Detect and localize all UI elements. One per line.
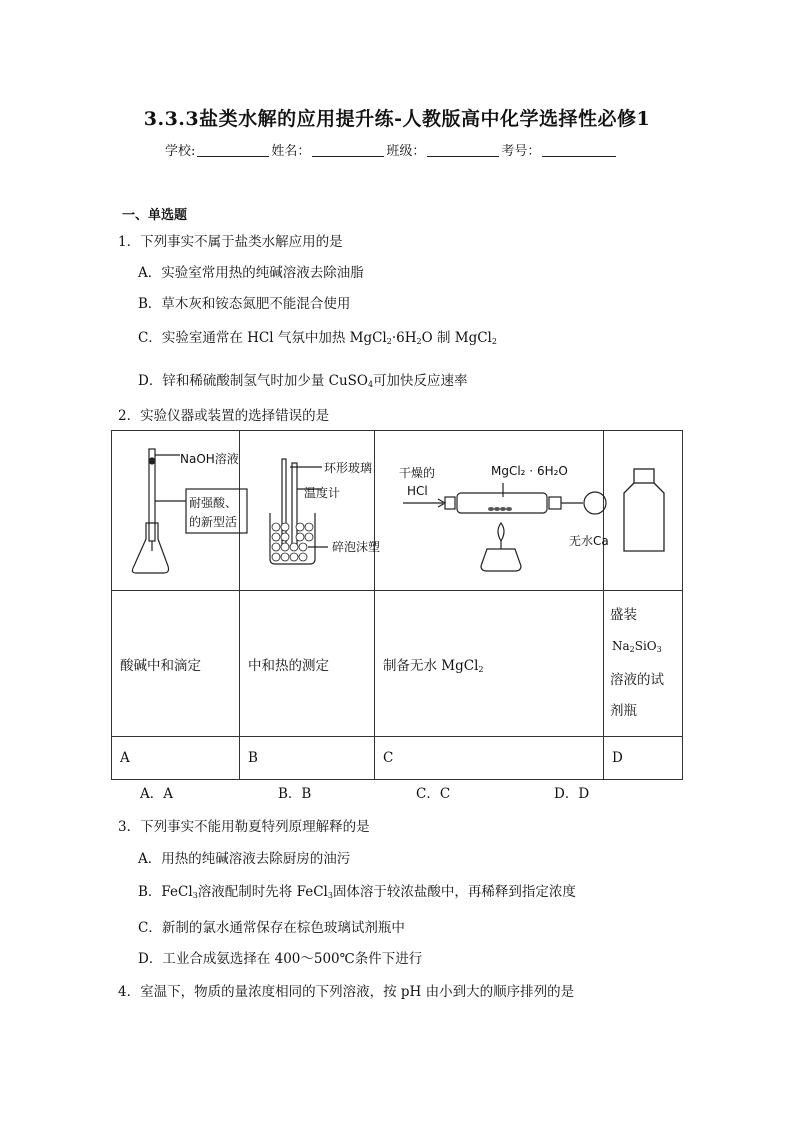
q1-option-d[interactable] xyxy=(138,369,468,389)
school-blank[interactable] xyxy=(197,143,269,157)
label-mgcl2-hydrate: MgCl₂ · 6H₂O xyxy=(491,464,568,478)
sub-3: 3 xyxy=(327,891,333,900)
sub-3: 3 xyxy=(192,891,198,900)
letter-a: A xyxy=(112,737,240,780)
sub-3: 3 xyxy=(656,645,662,654)
class-label: 班级： xyxy=(386,144,426,159)
desc-c-text: 制备无水 MgCl xyxy=(383,657,479,674)
mgcl2-heating-figure xyxy=(383,431,611,586)
letter-c: C xyxy=(375,737,604,780)
desc-d-na: Na xyxy=(612,639,630,653)
sub-2: 2 xyxy=(491,337,497,346)
name-blank[interactable] xyxy=(312,143,384,157)
q3-option-b-text2: 溶液配制时先将 FeCl xyxy=(197,884,328,900)
titration-apparatus-figure xyxy=(120,431,247,586)
desc-d-sio: SiO xyxy=(634,639,657,653)
label-thermometer: 温度计 xyxy=(304,486,341,500)
figure-b-cell xyxy=(240,431,381,591)
q1-option-b[interactable]: B．草木灰和铵态氮肥不能混合使用 xyxy=(138,296,351,312)
q1-option-c[interactable] xyxy=(138,326,497,346)
desc-c xyxy=(375,591,604,737)
q1-option-a[interactable]: A．实验室常用热的纯碱溶液去除油脂 xyxy=(138,265,364,281)
figure-d-cell xyxy=(604,431,683,591)
label-foam: 碎泡沫塑 xyxy=(332,540,381,554)
q3-option-d[interactable]: D．工业合成氨选择在 400～500℃条件下进行 xyxy=(138,951,423,967)
q3-option-b-text3: 固体溶于较浓盐酸中，再稀释到指定浓度 xyxy=(332,884,576,900)
q1-stem: 1．下列事实不属于盐类水解应用的是 xyxy=(118,234,343,250)
desc-d xyxy=(604,591,683,737)
q1-option-c-text3: O 制 MgCl xyxy=(421,330,492,346)
q1-option-c-text1: C．实验室通常在 HCl 气氛中加热 MgCl xyxy=(138,330,387,346)
q4-stem: 4．室温下，物质的量浓度相同的下列溶液，按 pH 由小到大的顺序排列的是 xyxy=(118,984,575,1000)
letter-b: B xyxy=(240,737,375,780)
label-new-valve: 的新型活 xyxy=(189,515,238,529)
desc-b: 中和热的测定 xyxy=(240,591,375,737)
class-blank[interactable] xyxy=(427,143,499,157)
reagent-bottle-figure xyxy=(612,431,690,586)
q1-option-d-text2: 可加快反应速率 xyxy=(373,373,468,389)
school-label: 学校: xyxy=(165,144,196,159)
q3-option-b[interactable] xyxy=(138,880,576,900)
calorimeter-figure xyxy=(248,431,382,586)
q2-choice-c[interactable]: C．C xyxy=(416,786,451,802)
q3-option-a[interactable]: A．用热的纯碱溶液去除厨房的油污 xyxy=(138,851,351,867)
desc-d-line1: 盛装 xyxy=(610,607,637,623)
sub-2: 2 xyxy=(629,645,635,654)
exam-no-blank[interactable] xyxy=(542,143,616,157)
q3-stem: 3．下列事实不能用勒夏特列原理解释的是 xyxy=(118,819,370,835)
desc-d-line4: 剂瓶 xyxy=(610,703,637,719)
sub-2: 2 xyxy=(386,337,392,346)
q3-option-b-text1: B．FeCl xyxy=(138,884,193,900)
q2-choices xyxy=(140,782,692,802)
desc-d-line3: 溶液的试 xyxy=(610,672,664,688)
label-acid-resistant: 耐强酸、 xyxy=(189,496,238,510)
page-title: 3.3.3盐类水解的应用提升练-人教版高中化学选择性必修1 xyxy=(143,108,651,130)
q2-choice-d[interactable]: D．D xyxy=(554,786,590,802)
section-title: 一、单选题 xyxy=(122,208,188,223)
letter-d: D xyxy=(604,737,683,780)
figure-a-cell xyxy=(112,431,240,591)
apparatus-table xyxy=(111,430,683,780)
q3-option-c[interactable]: C．新制的氯水通常保存在棕色玻璃试剂瓶中 xyxy=(138,920,405,936)
student-info-line xyxy=(165,140,618,159)
sub-2: 2 xyxy=(478,664,484,674)
name-label: 姓名： xyxy=(271,144,311,159)
label-ring-stirrer: 环形玻璃 xyxy=(324,461,373,475)
label-naoh: NaOH溶液 xyxy=(180,452,239,466)
label-dry: 干燥的 xyxy=(399,466,436,480)
sub-2: 2 xyxy=(416,337,422,346)
q1-option-c-text2: ·6H xyxy=(391,330,417,346)
q2-choice-b[interactable]: B．B xyxy=(278,786,312,802)
figure-c-cell xyxy=(375,431,609,591)
exam-no-label: 考号： xyxy=(501,144,541,159)
label-hcl: HCl xyxy=(407,484,428,498)
sub-4: 4 xyxy=(367,380,374,389)
q2-choice-a[interactable]: A．A xyxy=(140,786,173,802)
label-anhydrous-cacl2: 无水Ca xyxy=(569,534,609,548)
desc-d-line2 xyxy=(610,631,674,665)
q2-stem: 2．实验仪器或装置的选择错误的是 xyxy=(118,408,330,424)
q1-option-d-text1: D．锌和稀硫酸制氢气时加少量 CuSO xyxy=(138,373,368,389)
desc-a: 酸碱中和滴定 xyxy=(112,591,240,737)
